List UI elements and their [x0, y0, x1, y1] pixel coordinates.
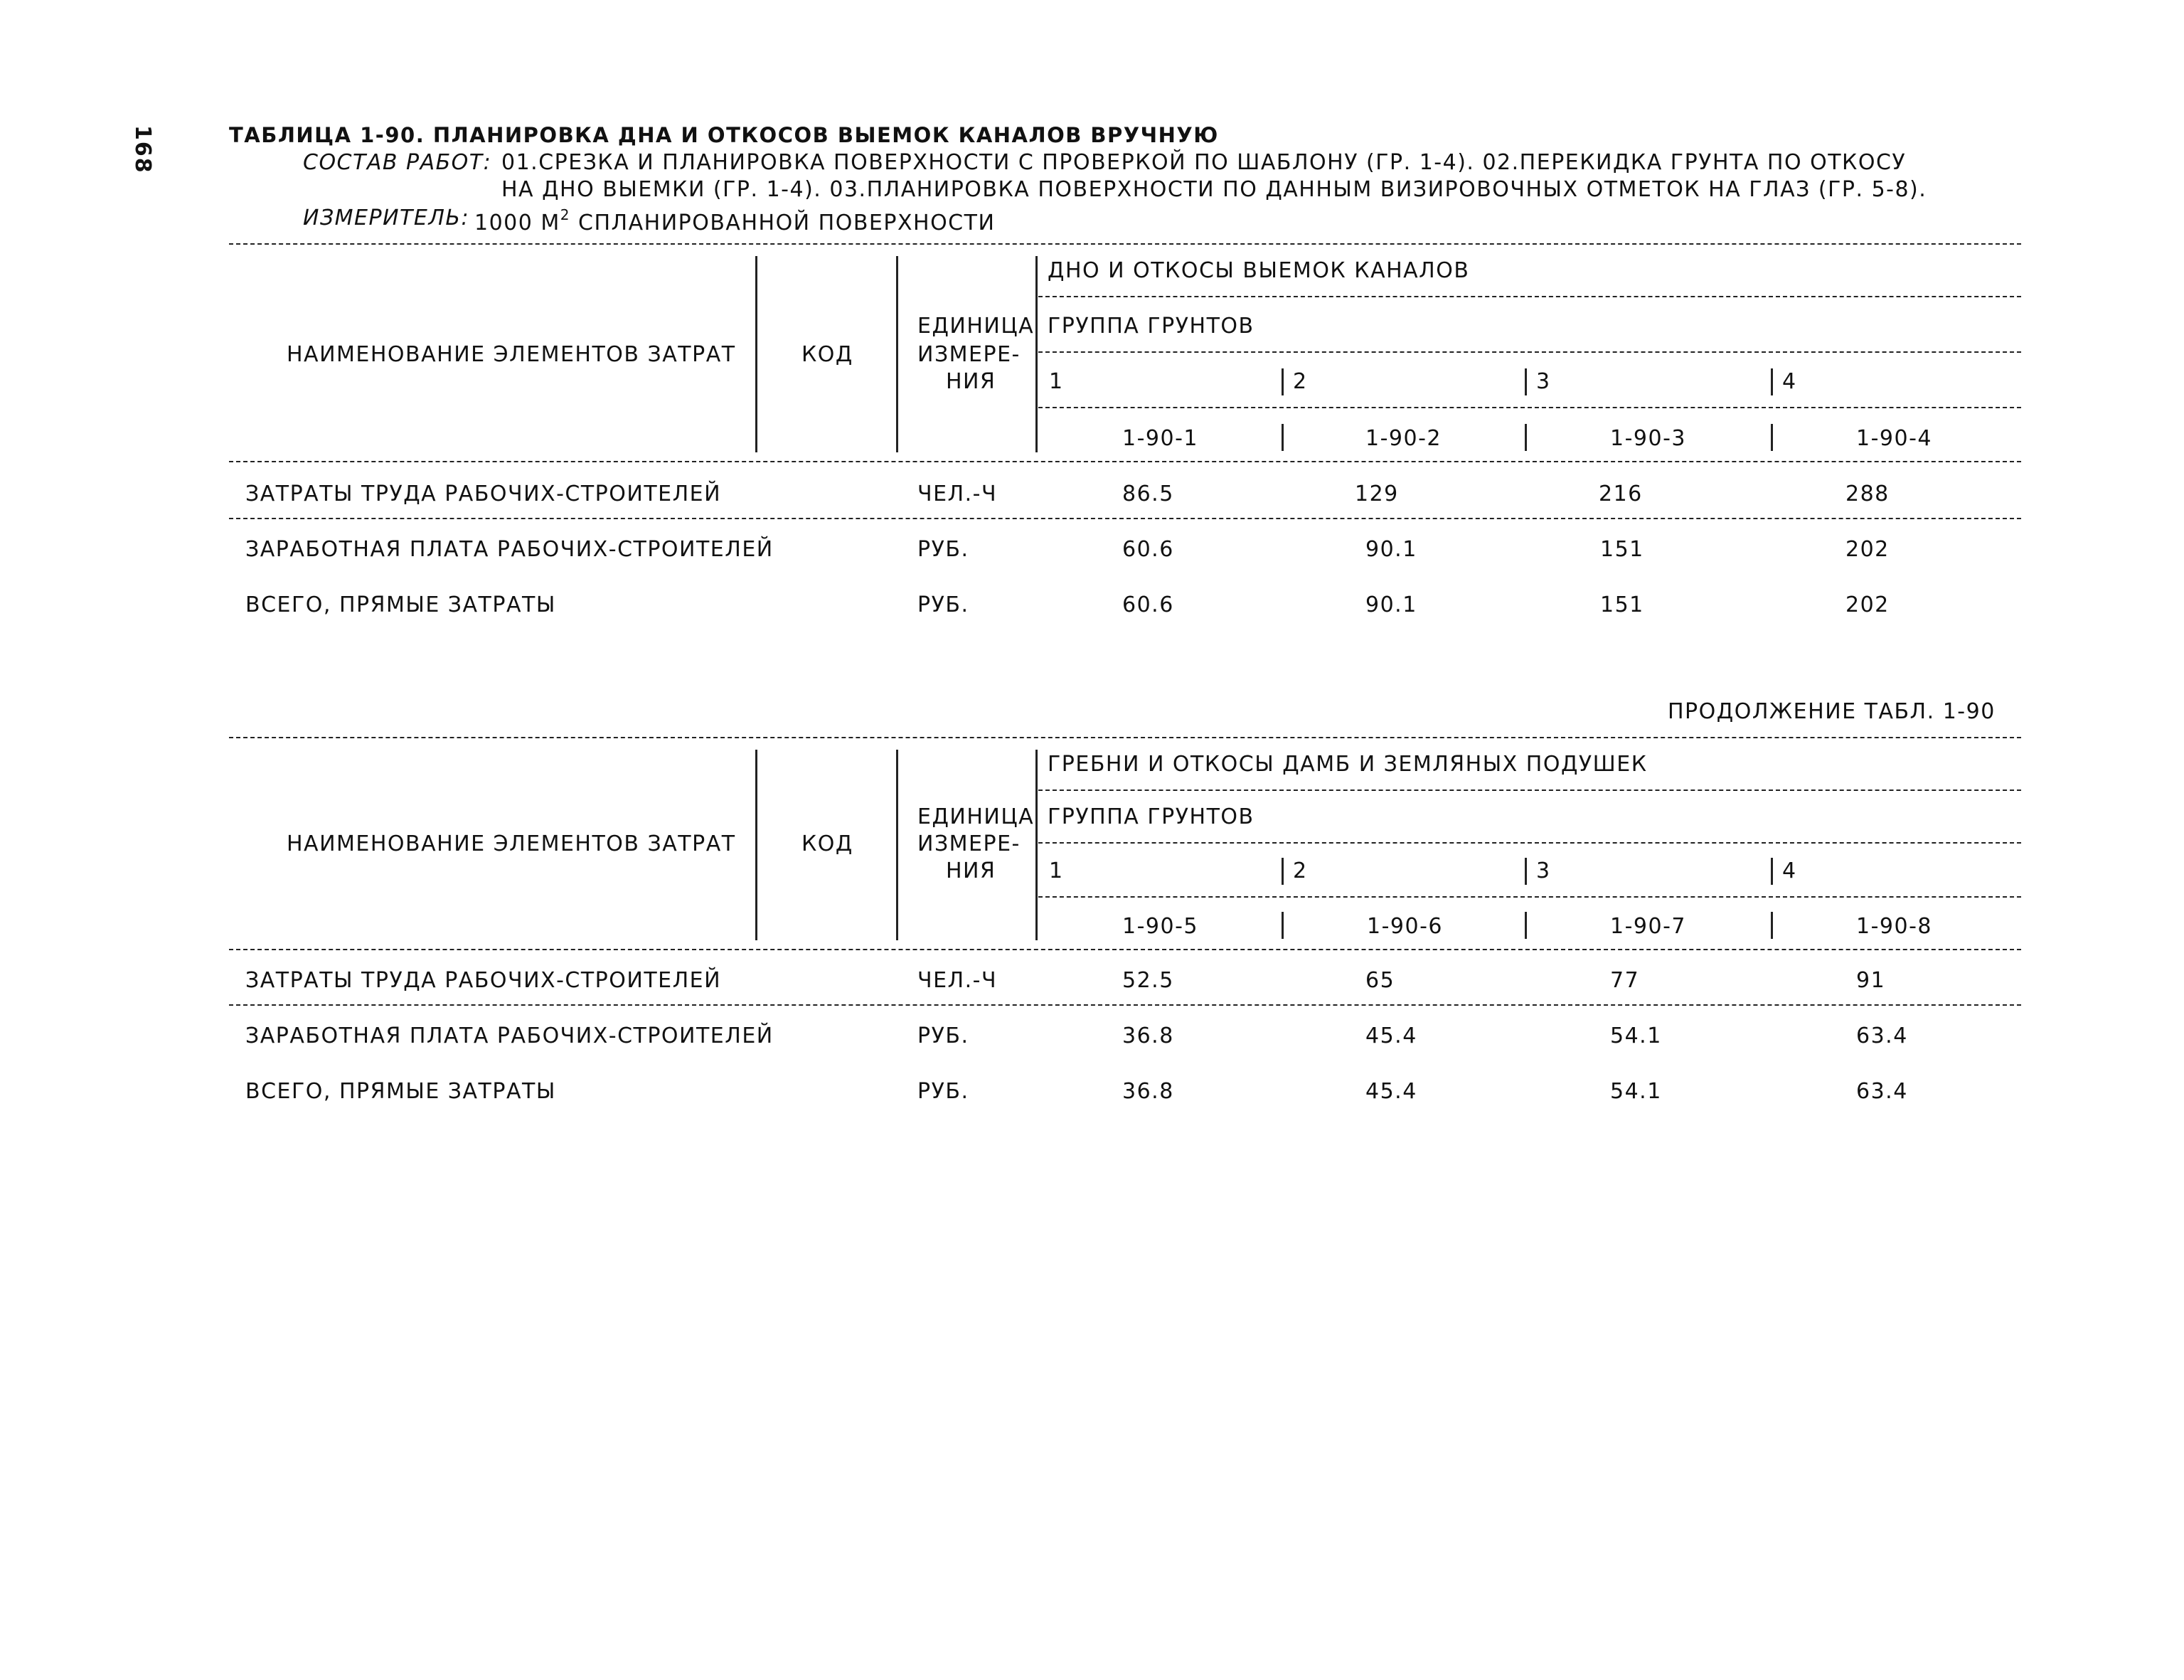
composition-line-2: НА ДНО ВЫЕМКИ (ГР. 1-4). 03.ПЛАНИРОВКА ПОВЕРХНОСТИ ПО ДАННЫМ ВИЗИРОВОЧНЫХ ОТМЕТОК НА ГЛАЗ (ГР. 5-8). [501, 177, 1927, 202]
table-1-value: 151 [1600, 537, 1644, 562]
table-2-row-name: ЗАРАБОТНАЯ ПЛАТА РАБОЧИХ-СТРОИТЕЛЕЙ [245, 1024, 774, 1048]
table-2-rule [1038, 842, 2021, 844]
table-2-unit-header: ЕДИНИЦА [917, 804, 1035, 829]
table-2-header-rule [229, 949, 2021, 950]
table-1-code-cell: 1-90-3 [1610, 426, 1686, 451]
table-1-row-unit: РУБ. [917, 592, 969, 617]
table-2-value: 54.1 [1610, 1024, 1662, 1048]
table-1-section-title: ДНО И ОТКОСЫ ВЫЕМОК КАНАЛОВ [1048, 258, 1470, 283]
table-1-group-separator [1525, 368, 1527, 395]
table-2-name-header: НАИМЕНОВАНИЕ ЭЛЕМЕНТОВ ЗАТРАТ [287, 831, 736, 856]
table-2-value: 54.1 [1610, 1079, 1662, 1104]
table-1-unit-header: ИЗМЕРЕ- [917, 342, 1021, 367]
table-1-row-name: ЗАТРАТЫ ТРУДА РАБОЧИХ-СТРОИТЕЛЕЙ [245, 482, 722, 506]
table-2-code-cell: 1-90-7 [1610, 914, 1686, 939]
table-2-value: 63.4 [1856, 1024, 1908, 1048]
table-1-value: 216 [1599, 482, 1643, 506]
table-2-code-separator [1771, 912, 1773, 939]
table-1-value: 129 [1355, 482, 1399, 506]
table-2-value: 91 [1856, 968, 1886, 993]
table-1-value: 202 [1845, 537, 1890, 562]
table-1-row-unit: РУБ. [917, 537, 969, 562]
table-2-group-separator [1525, 858, 1527, 885]
table-2-group-label: 4 [1782, 858, 1797, 883]
table-2-row-rule [229, 1004, 2021, 1006]
composition-line-1: 01.СРЕЗКА И ПЛАНИРОВКА ПОВЕРХНОСТИ С ПРОВЕРКОЙ ПО ШАБЛОНУ (ГР. 1-4). 02.ПЕРЕКИДКА ГРУНТА ПО ОТКОСУ [501, 150, 1907, 175]
table-2-col-separator [896, 750, 898, 940]
table-2-col-separator [755, 750, 757, 940]
table-2-rule [1038, 790, 2021, 791]
table-1-rule [1038, 407, 2021, 408]
table-1-code-separator [1771, 424, 1773, 451]
table-2-value: 36.8 [1122, 1079, 1174, 1104]
table-2-group-separator [1771, 858, 1773, 885]
table-2-code-separator [1525, 912, 1527, 939]
table-1-value: 151 [1600, 592, 1644, 617]
table-2-value: 36.8 [1122, 1024, 1174, 1048]
table-1-row-name: ВСЕГО, ПРЯМЫЕ ЗАТРАТЫ [245, 592, 556, 617]
table-1-name-header: НАИМЕНОВАНИЕ ЭЛЕМЕНТОВ ЗАТРАТ [287, 342, 736, 367]
table-2-value: 45.4 [1365, 1079, 1417, 1104]
table-1-unit-header: ЕДИНИЦА [917, 314, 1035, 339]
table-1-group-label: 2 [1293, 369, 1308, 394]
table-2-code-cell: 1-90-5 [1122, 914, 1198, 939]
table-1-group-label: 3 [1536, 369, 1551, 394]
table-1-code-cell: 1-90-4 [1856, 426, 1932, 451]
table-2-row-unit: РУБ. [917, 1079, 969, 1104]
table-2-row-name: ВСЕГО, ПРЯМЫЕ ЗАТРАТЫ [245, 1079, 556, 1104]
table-1-top-rule [229, 243, 2021, 245]
table-2-group-label: 3 [1536, 858, 1551, 883]
table-1-code-separator [1525, 424, 1527, 451]
table-1-value: 288 [1845, 482, 1890, 506]
table-2-rule [1038, 896, 2021, 898]
table-2-group-label: 1 [1049, 858, 1064, 883]
table-1-code-cell: 1-90-2 [1365, 426, 1442, 451]
table-2-value: 52.5 [1122, 968, 1174, 993]
table-1-soil-group: ГРУППА ГРУНТОВ [1048, 314, 1255, 339]
table-1-value: 90.1 [1365, 537, 1417, 562]
table-2-code-separator [1282, 912, 1284, 939]
table-1-row-name: ЗАРАБОТНАЯ ПЛАТА РАБОЧИХ-СТРОИТЕЛЕЙ [245, 537, 774, 562]
table-2-soil-group: ГРУППА ГРУНТОВ [1048, 804, 1255, 829]
table-2-code-header: КОД [801, 831, 853, 856]
table-1-value: 90.1 [1365, 592, 1417, 617]
table-1-row-rule [229, 518, 2021, 519]
table-1-value: 202 [1845, 592, 1890, 617]
table-2-group-separator [1282, 858, 1284, 885]
table-2-value: 77 [1610, 968, 1640, 993]
table-2-row-unit: ЧЕЛ.-Ч [917, 968, 998, 993]
continuation-label: ПРОДОЛЖЕНИЕ ТАБЛ. 1-90 [1668, 699, 1996, 724]
table-2-code-cell: 1-90-8 [1856, 914, 1932, 939]
page-number: 168 [130, 125, 155, 174]
table-1-rule [1038, 351, 2021, 353]
meter-value: 1000 $М^2$ СПЛАНИРОВАННОЙ ПОВЕРХНОСТИ [474, 206, 996, 235]
table-2-value: 63.4 [1856, 1079, 1908, 1104]
table-2-col-separator [1035, 750, 1038, 940]
table-2-row-name: ЗАТРАТЫ ТРУДА РАБОЧИХ-СТРОИТЕЛЕЙ [245, 968, 722, 993]
table-2-unit-header: ИЗМЕРЕ- [917, 831, 1021, 856]
table-1-unit-header: НИЯ [946, 369, 996, 394]
table-1-code-cell: 1-90-1 [1122, 426, 1198, 451]
table-2-value: 65 [1365, 968, 1395, 993]
table-1-col-separator [755, 256, 757, 452]
table-2-value: 45.4 [1365, 1024, 1417, 1048]
meter-label: ИЗМЕРИТЕЛЬ: [303, 206, 470, 230]
table-title: ТАБЛИЦА 1-90. ПЛАНИРОВКА ДНА И ОТКОСОВ ВЫЕМОК КАНАЛОВ ВРУЧНУЮ [229, 123, 1219, 147]
table-2-code-cell: 1-90-6 [1367, 914, 1443, 939]
table-1-header-rule [229, 461, 2021, 462]
table-1-code-separator [1282, 424, 1284, 451]
table-2-section-title: ГРЕБНИ И ОТКОСЫ ДАМБ И ЗЕМЛЯНЫХ ПОДУШЕК [1048, 752, 1648, 777]
table-1-group-label: 1 [1049, 369, 1064, 394]
table-2-row-unit: РУБ. [917, 1024, 969, 1048]
table-2-group-label: 2 [1293, 858, 1308, 883]
table-1-group-separator [1282, 368, 1284, 395]
composition-label: СОСТАВ РАБОТ: [303, 150, 492, 175]
table-1-value: 60.6 [1122, 592, 1174, 617]
table-1-code-header: КОД [801, 342, 853, 367]
table-1-group-separator [1771, 368, 1773, 395]
table-1-col-separator [1035, 256, 1038, 452]
table-1-value: 60.6 [1122, 537, 1174, 562]
table-1-value: 86.5 [1122, 482, 1174, 506]
table-2-top-rule [229, 737, 2021, 738]
table-1-group-label: 4 [1782, 369, 1797, 394]
table-1-rule [1038, 296, 2021, 297]
table-2-unit-header: НИЯ [946, 858, 996, 883]
table-1-row-unit: ЧЕЛ.-Ч [917, 482, 998, 506]
table-1-col-separator [896, 256, 898, 452]
